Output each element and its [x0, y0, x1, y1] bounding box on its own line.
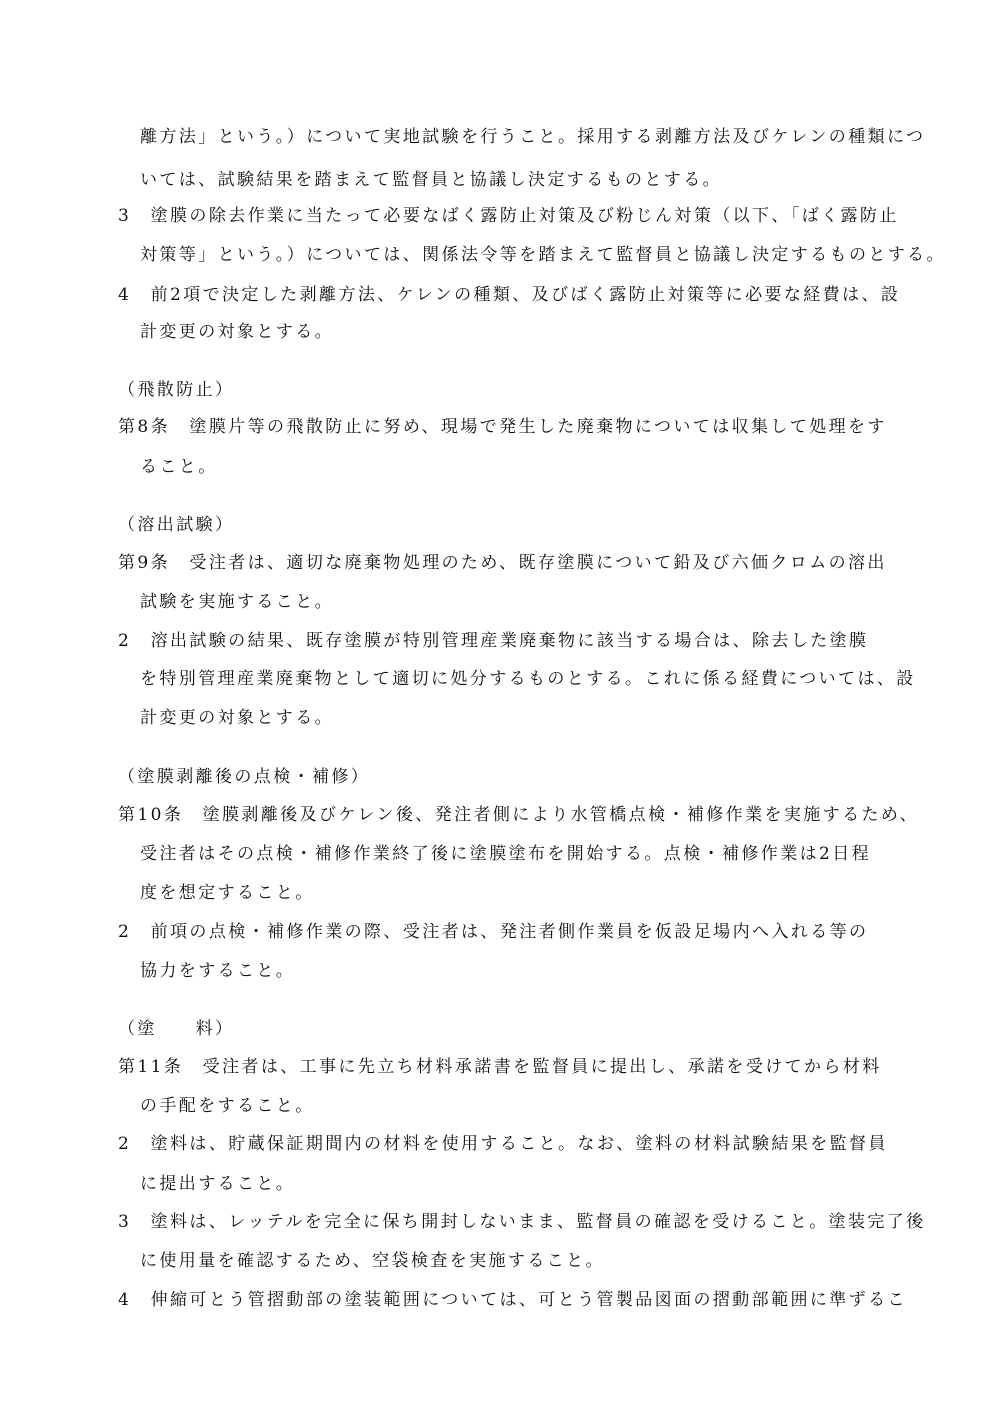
text-line: 試験を実施すること。 — [140, 592, 334, 612]
text-line: 離方法」という。）について実地試験を行うこと。採用する剥離方法及びケレンの種類につ — [140, 127, 926, 147]
text-line: ること。 — [140, 457, 218, 477]
text-line: 3 塗料は、レッテルを完全に保ち開封しないまま、監督員の確認を受けること。塗装完了後 — [118, 1212, 926, 1232]
text-line: 4 前2項で決定した剥離方法、ケレンの種類、及びばく露防止対策等に必要な経費は、設 — [118, 285, 901, 305]
section-heading: （溶出試験） — [118, 515, 235, 535]
section-heading: （塗 料） — [118, 1019, 235, 1039]
text-line: を特別管理産業廃棄物として適切に処分するものとする。これに係る経費については、設 — [140, 669, 916, 689]
text-line: 4 伸縮可とう管摺動部の塗装範囲については、可とう管製品図面の摺動部範囲に準ずるこ — [118, 1290, 907, 1310]
text-line: の手配をすること。 — [140, 1096, 315, 1116]
text-line: 計変更の対象とする。 — [140, 322, 334, 342]
text-line: 度を想定すること。 — [140, 883, 315, 903]
text-line: いては、試験結果を踏まえて監督員と協議し決定するものとする。 — [140, 170, 722, 190]
text-line: 2 溶出試験の結果、既存塗膜が特別管理産業廃棄物に該当する場合は、除去した塗膜 — [118, 631, 869, 651]
text-line: 第11条 受注者は、工事に先立ち材料承諾書を監督員に提出し、承諾を受けてから材料 — [118, 1057, 882, 1077]
text-line: に使用量を確認するため、空袋検査を実施すること。 — [140, 1251, 605, 1271]
text-line: 対策等」という。）については、関係法令等を踏まえて監督員と協議し決定するものとする。 — [140, 245, 946, 265]
text-line: 計変更の対象とする。 — [140, 708, 334, 728]
text-line: 協力をすること。 — [140, 961, 296, 981]
text-line: 2 前項の点検・補修作業の際、受注者は、発注者側作業員を仮設足場内へ入れる等の — [118, 922, 869, 942]
text-line: 第8条 塗膜片等の飛散防止に努め、現場で発生した廃棄物については収集して処理をす — [118, 417, 887, 437]
text-line: 第9条 受注者は、適切な廃棄物処理のため、既存塗膜について鉛及び六価クロムの溶出 — [118, 553, 887, 573]
text-line: 3 塗膜の除去作業に当たって必要なばく露防止対策及び粉じん対策（以下、「ばく露防止 — [118, 206, 899, 226]
text-line: に提出すること。 — [140, 1174, 296, 1194]
text-line: 受注者はその点検・補修作業終了後に塗膜塗布を開始する。点検・補修作業は2日程 — [140, 844, 872, 864]
text-line: 第10条 塗膜剥離後及びケレン後、発注者側により水管橋点検・補修作業を実施するため、 — [118, 805, 919, 825]
section-heading: （塗膜剥離後の点検・補修） — [118, 767, 371, 787]
text-line: 2 塗料は、貯蔵保証期間内の材料を使用すること。なお、塗料の材料試験結果を監督員 — [118, 1134, 888, 1154]
section-heading: （飛散防止） — [118, 380, 235, 400]
